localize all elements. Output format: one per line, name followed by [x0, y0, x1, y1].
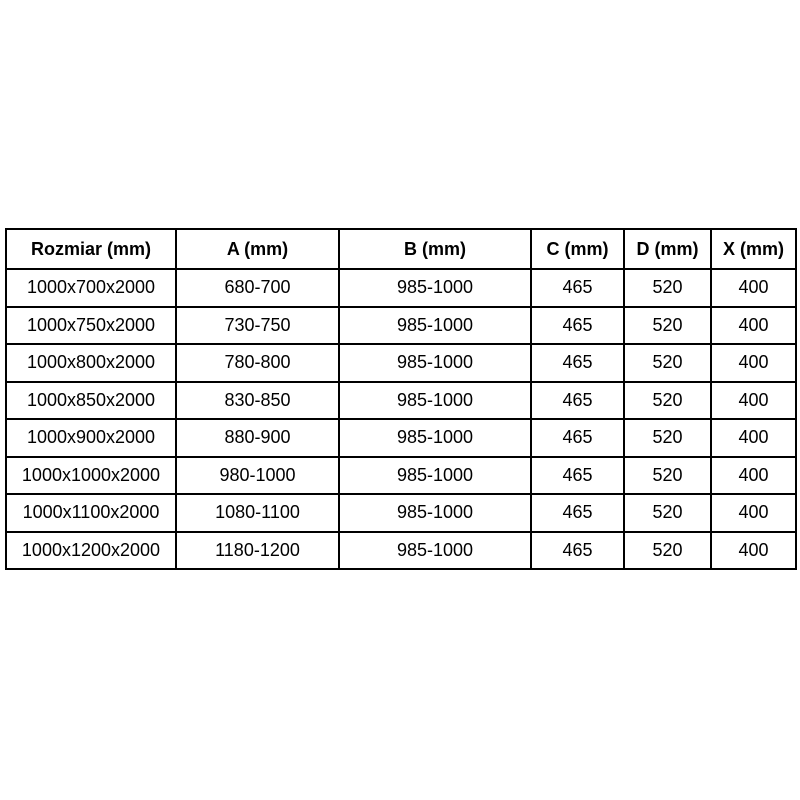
header-row — [6, 229, 796, 269]
cell-c: 465 — [531, 494, 624, 532]
cell-rozmiar: 1000x700x2000 — [6, 269, 176, 307]
cell-d: 520 — [624, 269, 711, 307]
cell-c: 465 — [531, 532, 624, 570]
table-row — [6, 532, 796, 570]
table-row — [6, 494, 796, 532]
header-d: D (mm) — [624, 229, 711, 269]
table-row — [6, 382, 796, 420]
cell-d: 520 — [624, 419, 711, 457]
cell-rozmiar: 1000x800x2000 — [6, 344, 176, 382]
cell-rozmiar: 1000x900x2000 — [6, 419, 176, 457]
header-x: X (mm) — [711, 229, 796, 269]
table-row — [6, 269, 796, 307]
cell-d: 520 — [624, 494, 711, 532]
cell-rozmiar: 1000x850x2000 — [6, 382, 176, 420]
cell-c: 465 — [531, 419, 624, 457]
cell-b: 985-1000 — [339, 269, 531, 307]
cell-a: 1180-1200 — [176, 532, 339, 570]
cell-d: 520 — [624, 344, 711, 382]
cell-b: 985-1000 — [339, 532, 531, 570]
cell-a: 780-800 — [176, 344, 339, 382]
cell-b: 985-1000 — [339, 382, 531, 420]
cell-c: 465 — [531, 269, 624, 307]
cell-c: 465 — [531, 457, 624, 495]
cell-d: 520 — [624, 382, 711, 420]
cell-rozmiar: 1000x1100x2000 — [6, 494, 176, 532]
cell-b: 985-1000 — [339, 307, 531, 345]
cell-c: 465 — [531, 382, 624, 420]
cell-x: 400 — [711, 344, 796, 382]
cell-a: 880-900 — [176, 419, 339, 457]
table-row — [6, 307, 796, 345]
cell-b: 985-1000 — [339, 457, 531, 495]
cell-x: 400 — [711, 532, 796, 570]
cell-x: 400 — [711, 382, 796, 420]
cell-b: 985-1000 — [339, 494, 531, 532]
header-rozmiar: Rozmiar (mm) — [6, 229, 176, 269]
cell-a: 980-1000 — [176, 457, 339, 495]
cell-c: 465 — [531, 344, 624, 382]
cell-d: 520 — [624, 457, 711, 495]
table-row — [6, 344, 796, 382]
cell-x: 400 — [711, 457, 796, 495]
cell-a: 680-700 — [176, 269, 339, 307]
cell-rozmiar: 1000x1000x2000 — [6, 457, 176, 495]
cell-d: 520 — [624, 307, 711, 345]
header-c: C (mm) — [531, 229, 624, 269]
cell-a: 1080-1100 — [176, 494, 339, 532]
cell-a: 730-750 — [176, 307, 339, 345]
cell-d: 520 — [624, 532, 711, 570]
dimensions-table — [5, 228, 797, 570]
cell-x: 400 — [711, 269, 796, 307]
cell-b: 985-1000 — [339, 344, 531, 382]
table-row — [6, 457, 796, 495]
cell-rozmiar: 1000x1200x2000 — [6, 532, 176, 570]
cell-x: 400 — [711, 494, 796, 532]
cell-x: 400 — [711, 307, 796, 345]
header-b: B (mm) — [339, 229, 531, 269]
header-a: A (mm) — [176, 229, 339, 269]
table-row — [6, 419, 796, 457]
cell-rozmiar: 1000x750x2000 — [6, 307, 176, 345]
cell-c: 465 — [531, 307, 624, 345]
cell-a: 830-850 — [176, 382, 339, 420]
cell-x: 400 — [711, 419, 796, 457]
cell-b: 985-1000 — [339, 419, 531, 457]
